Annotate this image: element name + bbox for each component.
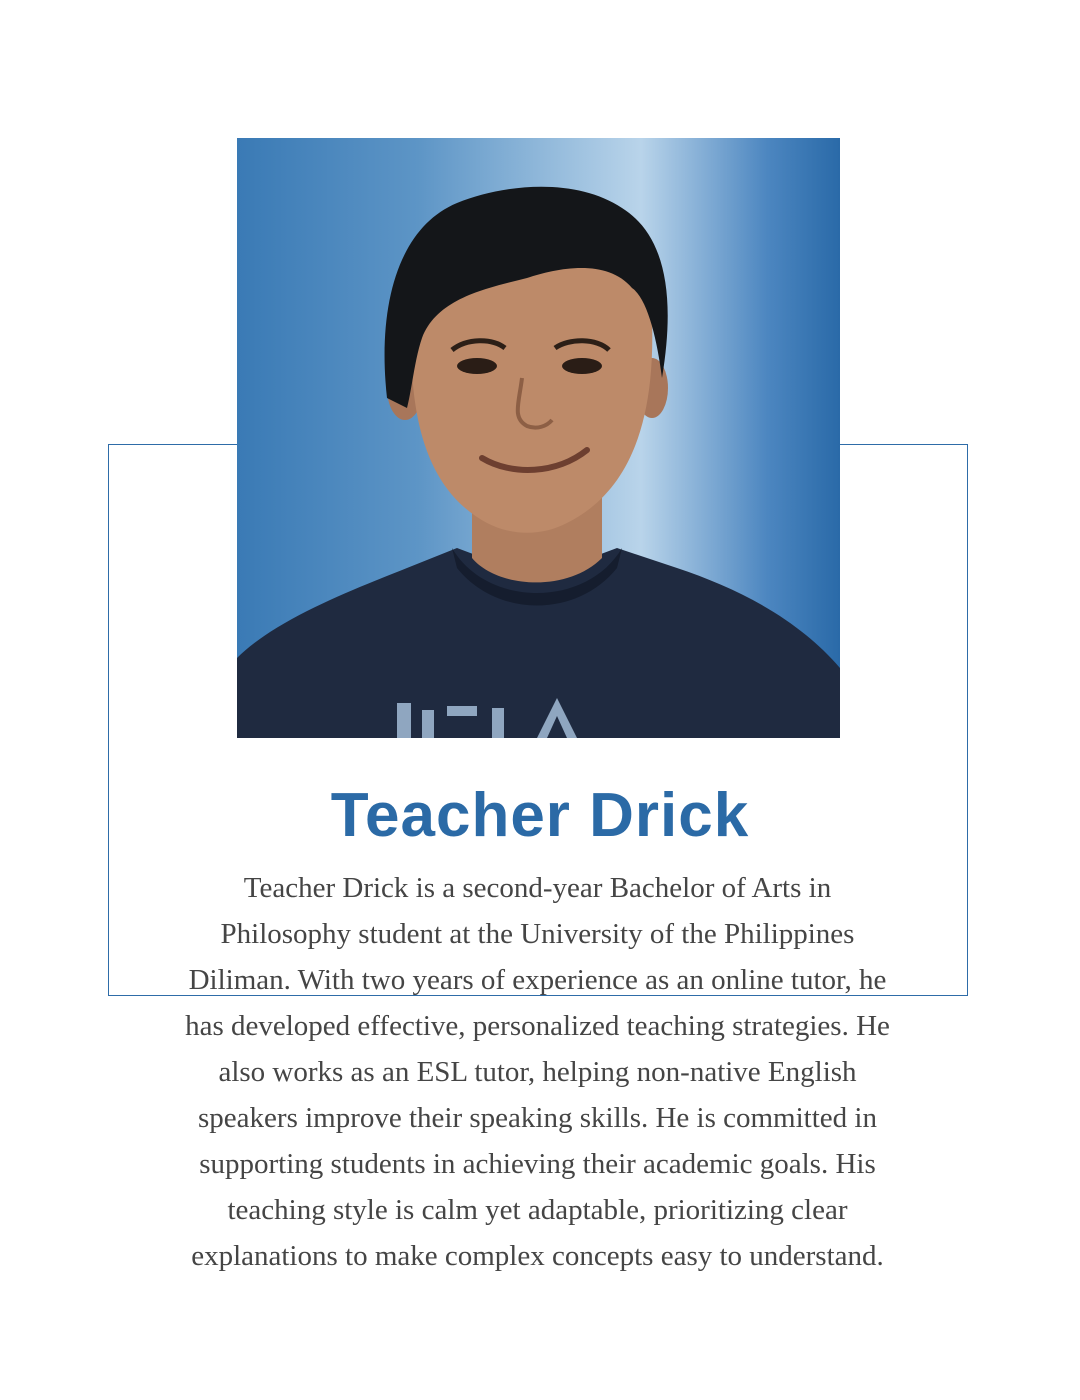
- portrait-illustration: [237, 138, 840, 738]
- bio-line: Diliman. With two years of experience as an online tutor, he: [188, 964, 887, 996]
- profile-photo: [237, 138, 840, 738]
- bio-line: teaching style is calm yet adaptable, prioritizing clear: [227, 1194, 848, 1226]
- bio-line: Teacher Drick is a second-year Bachelor of Arts in: [243, 872, 832, 904]
- bio-line: also works as an ESL tutor, helping non-native English: [218, 1056, 857, 1088]
- teacher-name: Teacher Drick: [330, 781, 750, 850]
- bio-line: has developed effective, personalized teaching strategies. He: [185, 1010, 890, 1042]
- bio-line: Philosophy student at the University of the Philippines: [220, 918, 855, 950]
- bio-line: supporting students in achieving their academic goals. His: [199, 1148, 876, 1180]
- teacher-bio: [130, 865, 945, 1279]
- bio-line: explanations to make complex concepts easy to understand.: [191, 1240, 884, 1272]
- bio-line: speakers improve their speaking skills. He is committed in: [198, 1102, 877, 1134]
